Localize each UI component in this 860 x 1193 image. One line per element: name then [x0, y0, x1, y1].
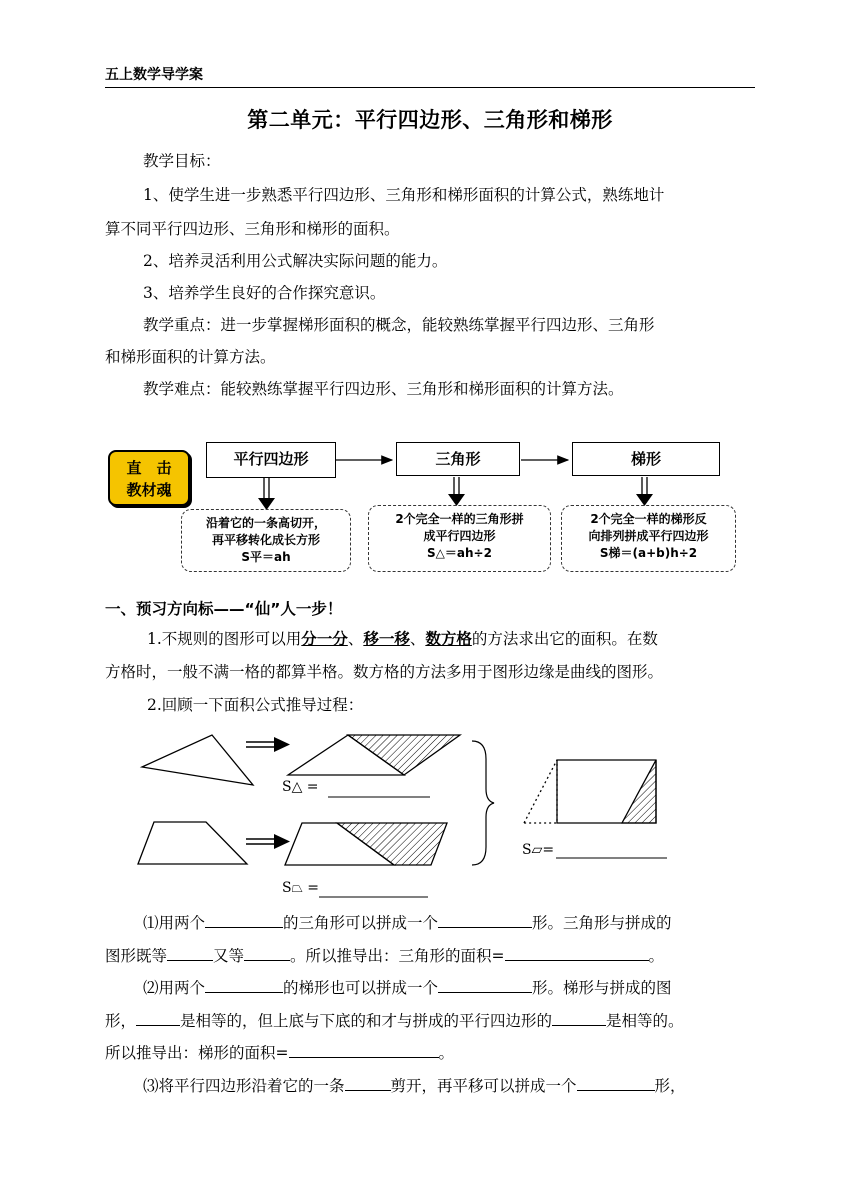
- down-arrow-1: [258, 477, 275, 510]
- double-arrow-icon: [246, 834, 290, 849]
- triangle-note-line-1: 2个完全一样的三角形拼: [395, 512, 524, 526]
- down-arrow-2: [448, 477, 465, 506]
- trapezoid-box: 梯形: [572, 442, 720, 476]
- trapezoid-note-line-1: 2个完全一样的梯形反: [590, 512, 707, 526]
- goal-1-line-2: 算不同平行四边形、三角形和梯形的面积。: [105, 220, 400, 238]
- question-2-line-2: 形， 是相等的，但上底与下底的和才与拼成的平行四边形的 是相等的。: [105, 1004, 760, 1038]
- blank[interactable]: [438, 977, 532, 994]
- down-arrow-3: [636, 477, 653, 506]
- double-arrow-icon: [246, 737, 290, 752]
- trapezoid-shape: [138, 822, 247, 864]
- curly-brace: [472, 741, 494, 865]
- trapezoid-note: [561, 505, 736, 572]
- blank[interactable]: [345, 1075, 391, 1092]
- blank[interactable]: [552, 1010, 606, 1027]
- key-point-line-1: 教学重点：进一步掌握梯形面积的概念，能较熟练掌握平行四边形、三角形: [143, 316, 655, 334]
- method-move: 移一移: [363, 630, 410, 648]
- blank[interactable]: [205, 977, 283, 994]
- parallelogram-note-formula: S平＝ah: [241, 550, 291, 564]
- triangle-area-label: S△ =: [282, 779, 319, 795]
- blank[interactable]: [577, 1075, 655, 1092]
- parallelogram-area-label: S▱=: [522, 842, 555, 858]
- blank[interactable]: [167, 945, 213, 962]
- page-header: 五上数学导学案: [105, 67, 203, 83]
- trapezoid-note-formula: S梯＝(a+b)h÷2: [599, 546, 698, 560]
- method-divide: 分一分: [301, 630, 348, 648]
- blank[interactable]: [438, 912, 532, 929]
- parallelogram-note-line-1: 沿着它的一条高切开，: [205, 516, 326, 530]
- triangle-shape: [142, 735, 253, 785]
- question-1-line-1: ⑴用两个 的三角形可以拼成一个 形。三角形与拼成的: [105, 906, 760, 940]
- blank[interactable]: [205, 912, 283, 929]
- goal-3: 3、培养学生良好的合作探究意识。: [143, 284, 386, 302]
- key-point-line-2: 和梯形面积的计算方法。: [105, 348, 276, 366]
- difficulty: 教学难点：能较熟练掌握平行四边形、三角形和梯形面积的计算方法。: [143, 380, 624, 398]
- cut-triangle-dotted: [524, 760, 557, 823]
- triangle-note-formula: S△＝ah÷2: [427, 546, 492, 560]
- method-count-squares: 数方格: [425, 630, 472, 648]
- question-2-line-3: 所以推导出：梯形的面积= 。: [105, 1036, 760, 1070]
- section-1-paragraph-2: 2.回顾一下面积公式推导过程：: [147, 696, 364, 714]
- goal-1-line-1: 1、使学生进一步熟悉平行四边形、三角形和梯形面积的计算公式，熟练地计: [143, 186, 665, 204]
- question-2-line-1: ⑵用两个 的梯形也可以拼成一个 形。梯形与拼成的图: [105, 971, 760, 1005]
- triangle-box: 三角形: [396, 442, 520, 476]
- parallelogram-note: [181, 509, 351, 572]
- blank[interactable]: [289, 1042, 439, 1059]
- section-1-paragraph-1: 1.不规则的图形可以用分一分、移一移、数方格的方法求出它的面积。在数: [147, 630, 658, 648]
- section-1-paragraph-1-cont: 方格时，一般不满一格的都算半格。数方格的方法多用于图形边缘是曲线的图形。: [105, 663, 664, 681]
- question-3-line-1: ⑶将平行四边形沿着它的一条 剪开，再平移可以拼成一个 形，: [105, 1069, 760, 1103]
- goals-heading: 教学目标：: [143, 152, 221, 170]
- parallelogram-box: 平行四边形: [206, 442, 336, 478]
- section-1-heading: 一、预习方向标——“仙”人一步！: [105, 600, 343, 618]
- derivation-figures: [0, 715, 860, 910]
- triangle-hatched-shape: [348, 735, 460, 775]
- page-title: 第二单元：平行四边形、三角形和梯形: [247, 108, 613, 132]
- trapezoid-hatched-shape: [337, 823, 447, 865]
- triangle-note-line-2: 成平行四边形: [423, 529, 496, 543]
- badge-line-2: 教材魂: [126, 481, 172, 499]
- trapezoid-note-line-2: 向排列拼成平行四边形: [588, 529, 709, 543]
- blank[interactable]: [136, 1010, 180, 1027]
- question-1-line-2: 图形既等 又等 。所以推导出：三角形的面积= 。: [105, 939, 760, 973]
- goal-2: 2、培养灵活利用公式解决实际问题的能力。: [143, 252, 448, 270]
- trapezoid-area-label: S⏢ =: [282, 880, 319, 896]
- blank[interactable]: [244, 945, 290, 962]
- badge-line-1: 直 击: [126, 459, 172, 477]
- moved-triangle-hatched: [622, 760, 656, 823]
- parallelogram-note-line-2: 再平移转化成长方形: [211, 533, 320, 547]
- triangle-note: [368, 505, 551, 572]
- blank[interactable]: [505, 945, 649, 962]
